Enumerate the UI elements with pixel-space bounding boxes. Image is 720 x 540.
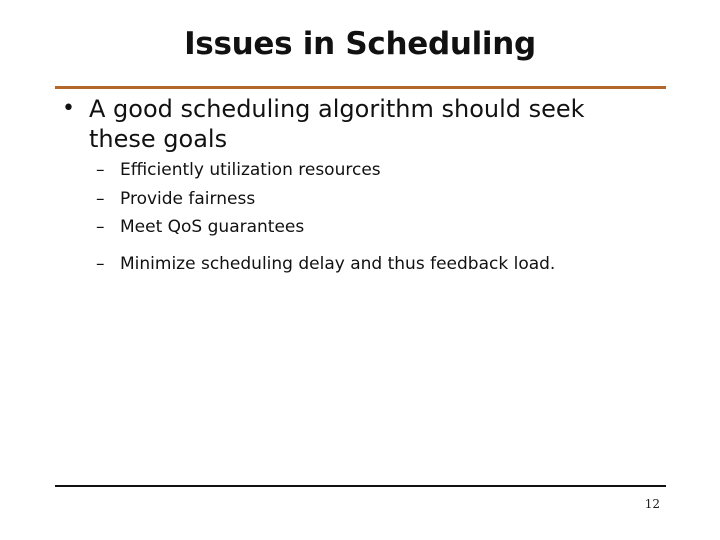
bullet-icon: • [62, 96, 75, 121]
dash-icon: – [96, 254, 105, 274]
dash-icon: – [96, 217, 105, 237]
sub-bullet-text: Minimize scheduling delay and thus feedback load. [120, 254, 556, 274]
slide-title: Issues in Scheduling [184, 26, 536, 62]
page-number: 12 [644, 497, 660, 511]
footer-divider [55, 485, 666, 487]
sub-bullet-text: Provide fairness [120, 189, 256, 209]
sub-bullet-text: Efficiently utilization resources [120, 160, 381, 180]
title-divider [55, 86, 666, 89]
sub-bullet-text: Meet QoS guarantees [120, 217, 305, 237]
main-bullet-text: A good scheduling algorithm should seek these goals [89, 95, 585, 153]
dash-icon: – [96, 160, 105, 180]
dash-icon: – [96, 189, 105, 209]
